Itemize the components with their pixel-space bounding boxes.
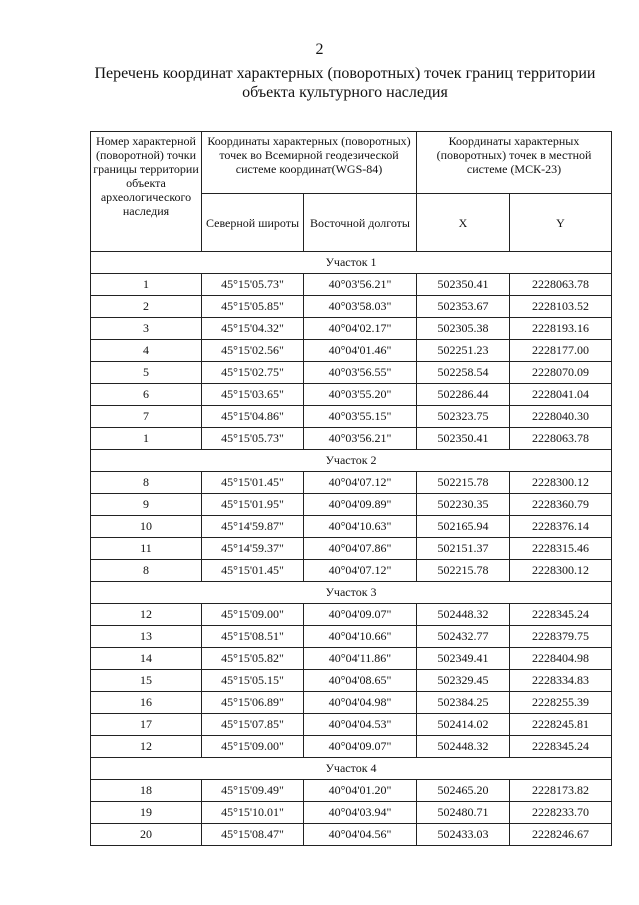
cell-y: 2228041.04 <box>510 384 612 406</box>
cell-longitude: 40°03'56.21" <box>304 274 417 296</box>
cell-x: 502329.45 <box>417 670 510 692</box>
cell-x: 502465.20 <box>417 780 510 802</box>
cell-point-number: 20 <box>91 824 202 846</box>
cell-y: 2228334.83 <box>510 670 612 692</box>
cell-y: 2228063.78 <box>510 274 612 296</box>
cell-point-number: 15 <box>91 670 202 692</box>
cell-y: 2228379.75 <box>510 626 612 648</box>
cell-latitude: 45°15'06.89" <box>202 692 304 714</box>
cell-latitude: 45°15'05.73" <box>202 428 304 450</box>
cell-y: 2228376.14 <box>510 516 612 538</box>
header-point-number: Номер характерной (поворотной) точки границы территории объекта археологического наследия <box>91 132 202 252</box>
table-row <box>91 318 612 340</box>
cell-point-number: 13 <box>91 626 202 648</box>
header-x: X <box>417 194 510 252</box>
section-title: Участок 3 <box>91 582 612 604</box>
header-row-1 <box>91 132 612 194</box>
cell-x: 502215.78 <box>417 560 510 582</box>
cell-latitude: 45°15'05.85" <box>202 296 304 318</box>
cell-longitude: 40°04'01.20" <box>304 780 417 802</box>
cell-longitude: 40°04'04.56" <box>304 824 417 846</box>
cell-longitude: 40°04'07.86" <box>304 538 417 560</box>
cell-x: 502349.41 <box>417 648 510 670</box>
cell-longitude: 40°04'11.86" <box>304 648 417 670</box>
cell-point-number: 8 <box>91 472 202 494</box>
document-title <box>80 64 610 102</box>
cell-y: 2228246.67 <box>510 824 612 846</box>
cell-longitude: 40°04'03.94" <box>304 802 417 824</box>
table-row <box>91 494 612 516</box>
table-row <box>91 406 612 428</box>
cell-latitude: 45°15'02.56" <box>202 340 304 362</box>
cell-latitude: 45°15'09.00" <box>202 604 304 626</box>
table-row <box>91 296 612 318</box>
cell-longitude: 40°03'56.21" <box>304 428 417 450</box>
cell-point-number: 1 <box>91 428 202 450</box>
table-row <box>91 802 612 824</box>
header-longitude: Восточной долготы <box>304 194 417 252</box>
table-row <box>91 516 612 538</box>
table-row <box>91 692 612 714</box>
section-row <box>91 450 612 472</box>
cell-latitude: 45°15'04.32" <box>202 318 304 340</box>
header-wgs-group: Координаты характерных (поворотных) точек во Всемирной геодезической системе координат(WGS-84) <box>202 132 417 194</box>
cell-point-number: 2 <box>91 296 202 318</box>
cell-latitude: 45°15'09.00" <box>202 736 304 758</box>
cell-point-number: 10 <box>91 516 202 538</box>
cell-point-number: 3 <box>91 318 202 340</box>
cell-longitude: 40°04'09.07" <box>304 736 417 758</box>
cell-longitude: 40°04'04.53" <box>304 714 417 736</box>
cell-x: 502350.41 <box>417 428 510 450</box>
cell-point-number: 7 <box>91 406 202 428</box>
cell-x: 502251.23 <box>417 340 510 362</box>
cell-longitude: 40°03'55.20" <box>304 384 417 406</box>
cell-longitude: 40°04'10.66" <box>304 626 417 648</box>
table-row <box>91 714 612 736</box>
cell-y: 2228233.70 <box>510 802 612 824</box>
cell-x: 502433.03 <box>417 824 510 846</box>
cell-x: 502165.94 <box>417 516 510 538</box>
table-row <box>91 472 612 494</box>
cell-x: 502350.41 <box>417 274 510 296</box>
cell-latitude: 45°15'01.95" <box>202 494 304 516</box>
cell-point-number: 8 <box>91 560 202 582</box>
table-row <box>91 648 612 670</box>
cell-longitude: 40°03'55.15" <box>304 406 417 428</box>
cell-point-number: 9 <box>91 494 202 516</box>
cell-latitude: 45°15'05.82" <box>202 648 304 670</box>
cell-latitude: 45°15'09.49" <box>202 780 304 802</box>
table-row <box>91 538 612 560</box>
cell-y: 2228173.82 <box>510 780 612 802</box>
cell-x: 502151.37 <box>417 538 510 560</box>
cell-latitude: 45°15'08.51" <box>202 626 304 648</box>
cell-point-number: 5 <box>91 362 202 384</box>
cell-longitude: 40°04'02.17" <box>304 318 417 340</box>
cell-x: 502448.32 <box>417 604 510 626</box>
cell-latitude: 45°15'05.73" <box>202 274 304 296</box>
cell-latitude: 45°15'02.75" <box>202 362 304 384</box>
page-number: 2 <box>315 41 324 58</box>
table-row <box>91 670 612 692</box>
cell-point-number: 6 <box>91 384 202 406</box>
cell-longitude: 40°04'07.12" <box>304 560 417 582</box>
table-row <box>91 340 612 362</box>
cell-latitude: 45°14'59.87" <box>202 516 304 538</box>
table-row <box>91 428 612 450</box>
cell-point-number: 12 <box>91 736 202 758</box>
cell-x: 502323.75 <box>417 406 510 428</box>
cell-longitude: 40°03'56.55" <box>304 362 417 384</box>
cell-y: 2228300.12 <box>510 560 612 582</box>
cell-y: 2228193.16 <box>510 318 612 340</box>
section-row <box>91 582 612 604</box>
table-row <box>91 736 612 758</box>
cell-latitude: 45°15'05.15" <box>202 670 304 692</box>
cell-y: 2228070.09 <box>510 362 612 384</box>
cell-longitude: 40°04'08.65" <box>304 670 417 692</box>
cell-x: 502414.02 <box>417 714 510 736</box>
cell-x: 502286.44 <box>417 384 510 406</box>
cell-longitude: 40°04'09.07" <box>304 604 417 626</box>
table-row <box>91 362 612 384</box>
cell-latitude: 45°15'01.45" <box>202 560 304 582</box>
cell-y: 2228177.00 <box>510 340 612 362</box>
cell-point-number: 14 <box>91 648 202 670</box>
table-row <box>91 780 612 802</box>
section-row <box>91 758 612 780</box>
cell-x: 502258.54 <box>417 362 510 384</box>
section-title: Участок 4 <box>91 758 612 780</box>
header-y: Y <box>510 194 612 252</box>
cell-y: 2228404.98 <box>510 648 612 670</box>
cell-point-number: 17 <box>91 714 202 736</box>
cell-point-number: 1 <box>91 274 202 296</box>
cell-y: 2228360.79 <box>510 494 612 516</box>
cell-longitude: 40°04'01.46" <box>304 340 417 362</box>
cell-y: 2228315.46 <box>510 538 612 560</box>
header-msk-group: Координаты характерных (поворотных) точек в местной системе (МСК-23) <box>417 132 612 194</box>
table-row <box>91 384 612 406</box>
table-row <box>91 274 612 296</box>
table-row <box>91 604 612 626</box>
section-row <box>91 252 612 274</box>
cell-latitude: 45°15'03.65" <box>202 384 304 406</box>
title-line-2: объекта культурного наследия <box>242 84 448 101</box>
header-latitude: Северной широты <box>202 194 304 252</box>
coordinates-table-body <box>91 132 612 846</box>
cell-y: 2228255.39 <box>510 692 612 714</box>
cell-x: 502215.78 <box>417 472 510 494</box>
coordinates-table <box>90 131 612 846</box>
cell-y: 2228345.24 <box>510 736 612 758</box>
cell-x: 502305.38 <box>417 318 510 340</box>
cell-x: 502384.25 <box>417 692 510 714</box>
cell-x: 502230.35 <box>417 494 510 516</box>
cell-y: 2228063.78 <box>510 428 612 450</box>
cell-point-number: 16 <box>91 692 202 714</box>
cell-x: 502480.71 <box>417 802 510 824</box>
cell-x: 502353.67 <box>417 296 510 318</box>
cell-y: 2228103.52 <box>510 296 612 318</box>
cell-y: 2228245.81 <box>510 714 612 736</box>
cell-longitude: 40°04'10.63" <box>304 516 417 538</box>
cell-longitude: 40°04'07.12" <box>304 472 417 494</box>
cell-y: 2228040.30 <box>510 406 612 428</box>
cell-latitude: 45°15'07.85" <box>202 714 304 736</box>
cell-point-number: 11 <box>91 538 202 560</box>
cell-point-number: 19 <box>91 802 202 824</box>
cell-latitude: 45°15'04.86" <box>202 406 304 428</box>
table-row <box>91 560 612 582</box>
title-line-1: Перечень координат характерных (поворотных) точек границ территории <box>94 65 596 82</box>
section-title: Участок 2 <box>91 450 612 472</box>
cell-y: 2228345.24 <box>510 604 612 626</box>
section-title: Участок 1 <box>91 252 612 274</box>
cell-point-number: 12 <box>91 604 202 626</box>
cell-y: 2228300.12 <box>510 472 612 494</box>
cell-latitude: 45°15'10.01" <box>202 802 304 824</box>
cell-longitude: 40°04'09.89" <box>304 494 417 516</box>
cell-latitude: 45°15'08.47" <box>202 824 304 846</box>
cell-point-number: 4 <box>91 340 202 362</box>
cell-longitude: 40°04'04.98" <box>304 692 417 714</box>
cell-point-number: 18 <box>91 780 202 802</box>
table-row <box>91 824 612 846</box>
table-row <box>91 626 612 648</box>
cell-x: 502448.32 <box>417 736 510 758</box>
cell-latitude: 45°14'59.37" <box>202 538 304 560</box>
cell-longitude: 40°03'58.03" <box>304 296 417 318</box>
cell-x: 502432.77 <box>417 626 510 648</box>
cell-latitude: 45°15'01.45" <box>202 472 304 494</box>
